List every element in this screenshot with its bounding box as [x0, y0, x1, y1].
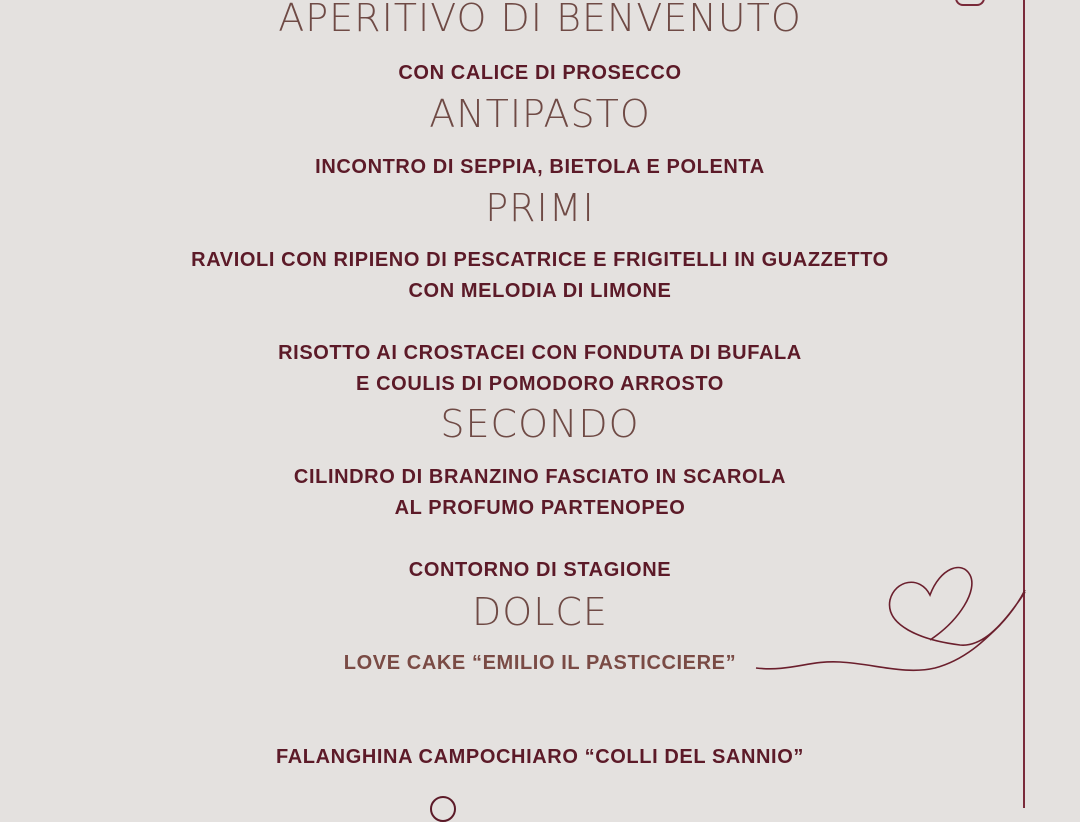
dolce-desc: LOVE CAKE “EMILIO IL PASTICCIERE” — [343, 652, 737, 674]
primi-2-line2: E COULIS DI POMODORO ARROSTO — [356, 373, 724, 395]
welcome-title: APERITIVO DI BENVENUTO — [278, 0, 802, 40]
contorno: CONTORNO DI STAGIONE — [408, 559, 672, 581]
primi-2-line1: RISOTTO AI CROSTACEI CON FONDUTA DI BUFALA — [278, 342, 802, 364]
antipasto-desc: INCONTRO DI SEPPIA, BIETOLA E POLENTA — [315, 156, 765, 178]
dolce-title: DOLCE — [472, 590, 608, 634]
phone-number — [430, 796, 462, 822]
antipasto-title: ANTIPASTO — [429, 92, 651, 136]
welcome-desc: CON CALICE DI PROSECCO — [398, 62, 682, 84]
secondo-title: SECONDO — [440, 402, 640, 446]
secondo-line2: AL PROFUMO PARTENOPEO — [394, 497, 686, 519]
secondo-line1: CILINDRO DI BRANZINO FASCIATO IN SCAROLA — [293, 466, 787, 488]
phone-icon — [430, 796, 456, 822]
primi-1-line1: RAVIOLI CON RIPIENO DI PESCATRICE E FRIGITELLI IN GUAZZETTO — [191, 249, 889, 271]
wine: FALANGHINA CAMPOCHIARO “COLLI DEL SANNIO” — [276, 746, 804, 768]
primi-title: PRIMI — [485, 186, 595, 230]
primi-1-line2: CON MELODIA DI LIMONE — [408, 280, 672, 302]
